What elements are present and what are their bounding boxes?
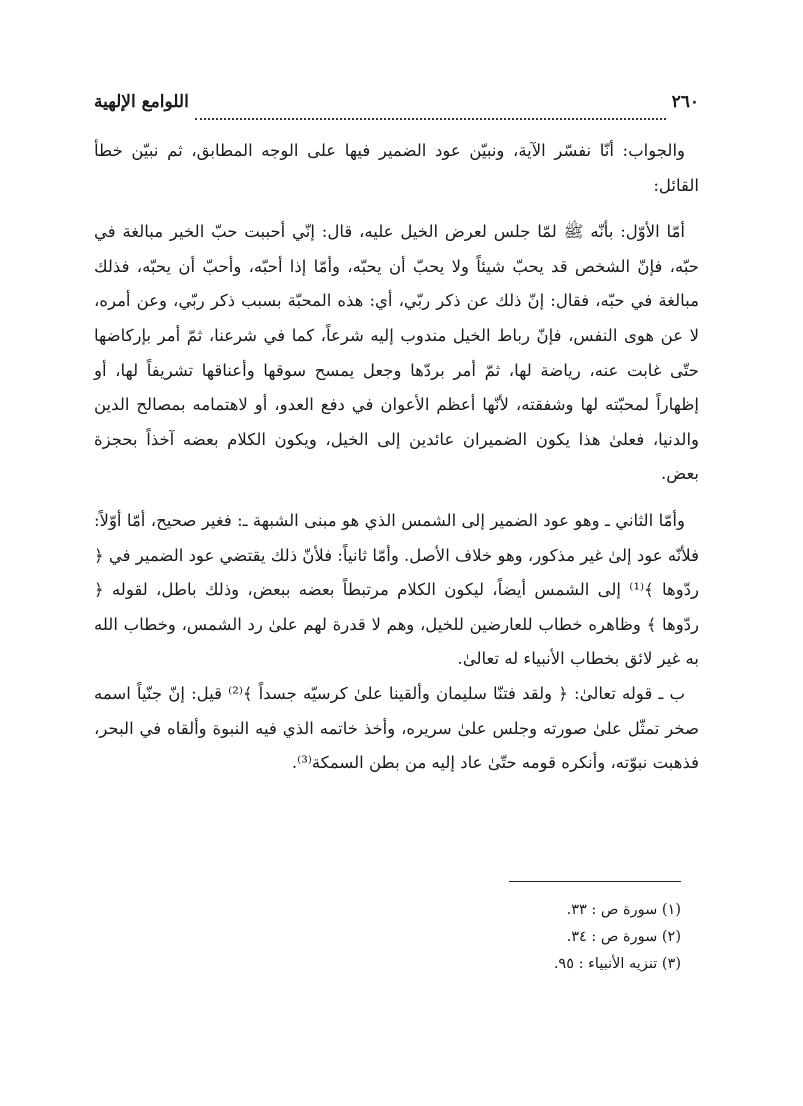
paragraph-first-point: أمّا الأوّل: بأنّه ﷺ لمّا جلس لعرض الخيل عليه، قال: إنّي أحببت حبّ الخير مبالغة في حبّه، فإنّ الشخص قد يحبّ شيئاً ولا يحبّ أن يحبّه، وأمّا إذا أحبّه، وأحبّ أن يحبّه، فذلك مبالغة في حبّه، فقال: إنّ ذلك عن ذكر ربّي، أي: هذه المحبّة بسبب ذكر ربّي، وعن أمره، لا عن هوى النفس، فإنّ رباط الخيل مندوب إليه شرعاً، كما في شرعنا، ثمّ أمر بإركاضها حتّى غابت عنه، رياضة لها، ثمّ أمر بردّها وجعل يمسح سوقها وأعناقها تشريفاً لها، أو إظهاراً لمحبّته لها وشفقته، لأنّها أعظم الأعوان في دفع العدو، أو لاهتمامه بمصالح الدين والدنيا، فعلىٰ هذا يكون الضميران عائدين إلى الخيل، ويكون الكلام بعضه آخذاً بحجزة بعض. — [94, 222, 699, 484]
footnotes — [101, 897, 681, 978]
leader-dots — [195, 118, 666, 120]
running-title: اللوامع الإلهية — [94, 92, 189, 112]
footnote-separator — [509, 881, 681, 882]
page-number: ٢٦٠ — [671, 92, 699, 112]
paragraph-section-b: ب ـ قوله تعالىٰ: ﴿ ولقد فتنّا سليمان وألقينا علىٰ كرسيّه جسداً ﴾⁽²⁾ قيل: إنّ جنّياً اسمه صخر تمثّل علىٰ صورته وجلس علىٰ سريره، وأخذ خاتمه الذي فيه النبوة وألقاه في البحر، فذهبت نبوّته، وأنكره قومه حتّىٰ عاد إليه من بطن السمكة⁽³⁾. — [94, 683, 699, 773]
body-text — [94, 134, 699, 781]
running-header — [94, 92, 699, 134]
paragraph-second-point: وأمّا الثاني ـ وهو عود الضمير إلى الشمس الذي هو مبنى الشبهة ـ: فغير صحيح، أمّا أوّلاً: فلأنّه عود إلىٰ غير مذكور، وهو خلاف الأصل. وأمّا ثانياً: فلأنّ ذلك يقتضي عود الضمير في ﴿ ردّوها ﴾⁽¹⁾ إلى الشمس أيضاً، ليكون الكلام مرتبطاً بعضه ببعض، وذلك باطل، لقوله ﴿ ردّوها ﴾ وظاهره خطاب للعارضين للخيل، وهم لا قدرة لهم علىٰ رد الشمس، وخطاب الله به غير لائق بخطاب الأنبياء له تعالىٰ. — [93, 510, 699, 669]
footnote-3: (٣) تنزيه الأنبياء : ٩٥. — [553, 956, 681, 972]
page-content — [94, 92, 699, 781]
paragraph-answer-intro: والجواب: أنّا نفسّر الآية، ونبيّن عود الضمير فيها على الوجه المطابق، ثم نبيّن خطأ القائل: — [94, 141, 699, 195]
footnote-1: (١) سورة ص : ٣٣. — [566, 902, 681, 918]
footnote-2: (٢) سورة ص : ٣٤. — [566, 929, 681, 945]
